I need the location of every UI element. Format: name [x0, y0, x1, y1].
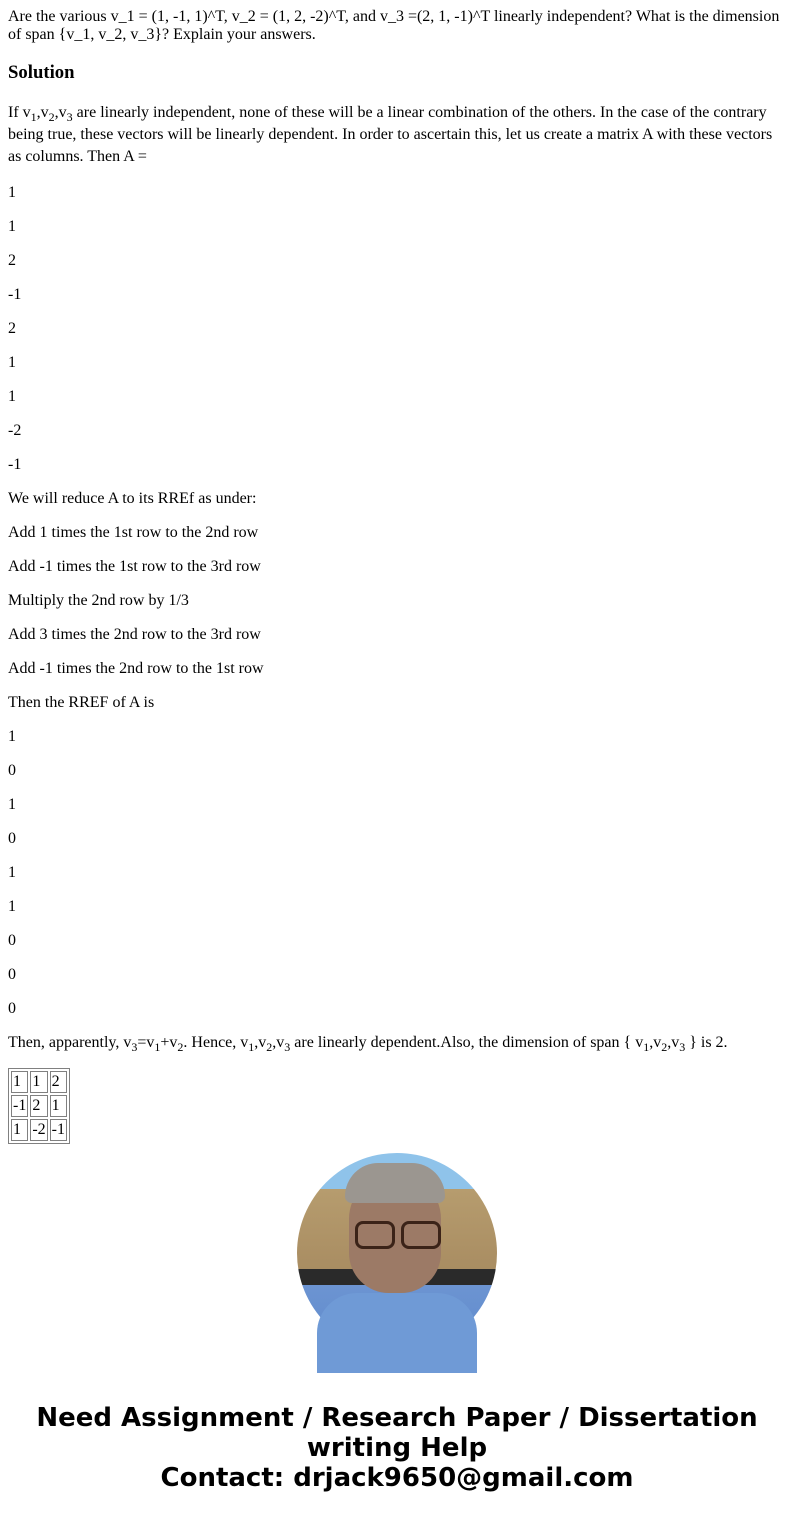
conclusion-part: } is 2. [685, 1034, 728, 1051]
rref-values [8, 728, 786, 1018]
table-cell: 2 [30, 1095, 47, 1117]
subscript: 1 [248, 1040, 255, 1054]
matrix-a-value: 2 [8, 320, 16, 337]
table-row [11, 1071, 67, 1093]
step: Multiply the 2nd row by 1/3 [8, 592, 189, 609]
table-cell: -2 [30, 1119, 47, 1141]
table-row [11, 1119, 67, 1141]
matrix-a-value: 2 [8, 252, 16, 269]
table-cell: 1 [11, 1071, 28, 1093]
avatar-hair [345, 1163, 445, 1203]
matrix-a-value: -1 [8, 456, 22, 473]
step: Add -1 times the 2nd row to the 1st row [8, 660, 264, 677]
step: Add -1 times the 1st row to the 3rd row [8, 558, 261, 575]
conclusion-part: +v [160, 1034, 178, 1051]
intro-paragraph: If $v_1,v_2,v_3$ are linearly independent, none of these will be a linear combination of the others. In the case of the contrary being true, these vectors will be linearly dependent. In order to ascertain this, let us create a matrix A with these vectors as columns. Then A = [8, 104, 773, 165]
step: Add 1 times the 1st row to the 2nd row [8, 524, 259, 541]
conclusion-part: Then, apparently, v [8, 1034, 132, 1051]
rref-value: 1 [8, 898, 16, 915]
rref-value: 0 [8, 830, 16, 847]
subscript: 3 [284, 1040, 291, 1054]
matrix-table-container [8, 1068, 68, 1138]
glasses-icon [355, 1221, 395, 1249]
matrix-a-value: 1 [8, 388, 16, 405]
subscript: 2 [661, 1040, 668, 1054]
author-avatar [297, 1153, 497, 1353]
subscript: 1 [643, 1040, 650, 1054]
table-cell: -1 [11, 1095, 28, 1117]
rref-value: 0 [8, 932, 16, 949]
matrix-a-value: 1 [8, 354, 16, 371]
table-row [11, 1095, 67, 1117]
conclusion-text: Then, apparently, $v_3=v_1+v_2$. Hence, $v_1,v_2,v_3$ are linearly dependent.Also, the dimension of span { $v_1,v_2,v_3$ } is 2. [8, 1034, 728, 1054]
contact-banner [0, 1403, 794, 1493]
matrix-a-value: 1 [8, 218, 16, 235]
matrix-a-values [8, 184, 786, 474]
rref-value: 0 [8, 762, 16, 779]
matrix-a-value: -1 [8, 286, 22, 303]
subscript: 2 [266, 1040, 273, 1054]
glasses-icon [401, 1221, 441, 1249]
subscript: 2 [48, 110, 55, 124]
matrix-a-value: 1 [8, 184, 16, 201]
table-cell: 2 [50, 1071, 67, 1093]
intro-text-start: If v [8, 104, 31, 121]
rref-value: 0 [8, 966, 16, 983]
conclusion-part: =v [137, 1034, 155, 1051]
avatar-shirt [317, 1293, 477, 1373]
subscript: 3 [66, 110, 73, 124]
subscript: 2 [177, 1040, 184, 1054]
conclusion-part: are linearly dependent.Also, the dimension of span { v [290, 1034, 644, 1051]
subscript: 1 [154, 1040, 161, 1054]
rref-intro: Then the RREF of A is [8, 694, 155, 711]
banner-line-1: Need Assignment / Research Paper / Dissertation [36, 1403, 758, 1433]
banner-line-2: writing Help [306, 1433, 488, 1463]
matrix-a-value: -2 [8, 422, 22, 439]
banner-contact-email: Contact: drjack9650@gmail.com [160, 1463, 634, 1493]
subscript: 3 [679, 1040, 686, 1054]
reduce-intro: We will reduce A to its RREf as under: [8, 490, 257, 507]
rref-value: 1 [8, 728, 16, 745]
step: Add 3 times the 2nd row to the 3rd row [8, 626, 261, 643]
conclusion-part: . Hence, v [183, 1034, 249, 1051]
rref-value: 1 [8, 796, 16, 813]
table-cell: 1 [11, 1119, 28, 1141]
subscript: 1 [30, 110, 37, 124]
solution-heading: Solution [8, 62, 75, 83]
table-cell: 1 [30, 1071, 47, 1093]
rref-value: 0 [8, 1000, 16, 1017]
table-cell: -1 [50, 1119, 67, 1141]
rref-value: 1 [8, 864, 16, 881]
matrix-table [8, 1068, 70, 1144]
intro-text-end: are linearly independent, none of these will be a linear combination of the others. In the case of the contrary being true, these vectors will be linearly dependent. In order to ascertain this, let us create a matrix A with these vectors as columns. Then A = [8, 104, 773, 165]
question-text: Are the various v_1 = (1, -1, 1)^T, v_2 = (1, 2, -2)^T, and v_3 =(2, 1, -1)^T linearly independent? What is the dimension of span {v_1, v_2, v_3}? Explain your answers. [8, 8, 780, 43]
table-cell: 1 [50, 1095, 67, 1117]
subscript: 3 [131, 1040, 138, 1054]
